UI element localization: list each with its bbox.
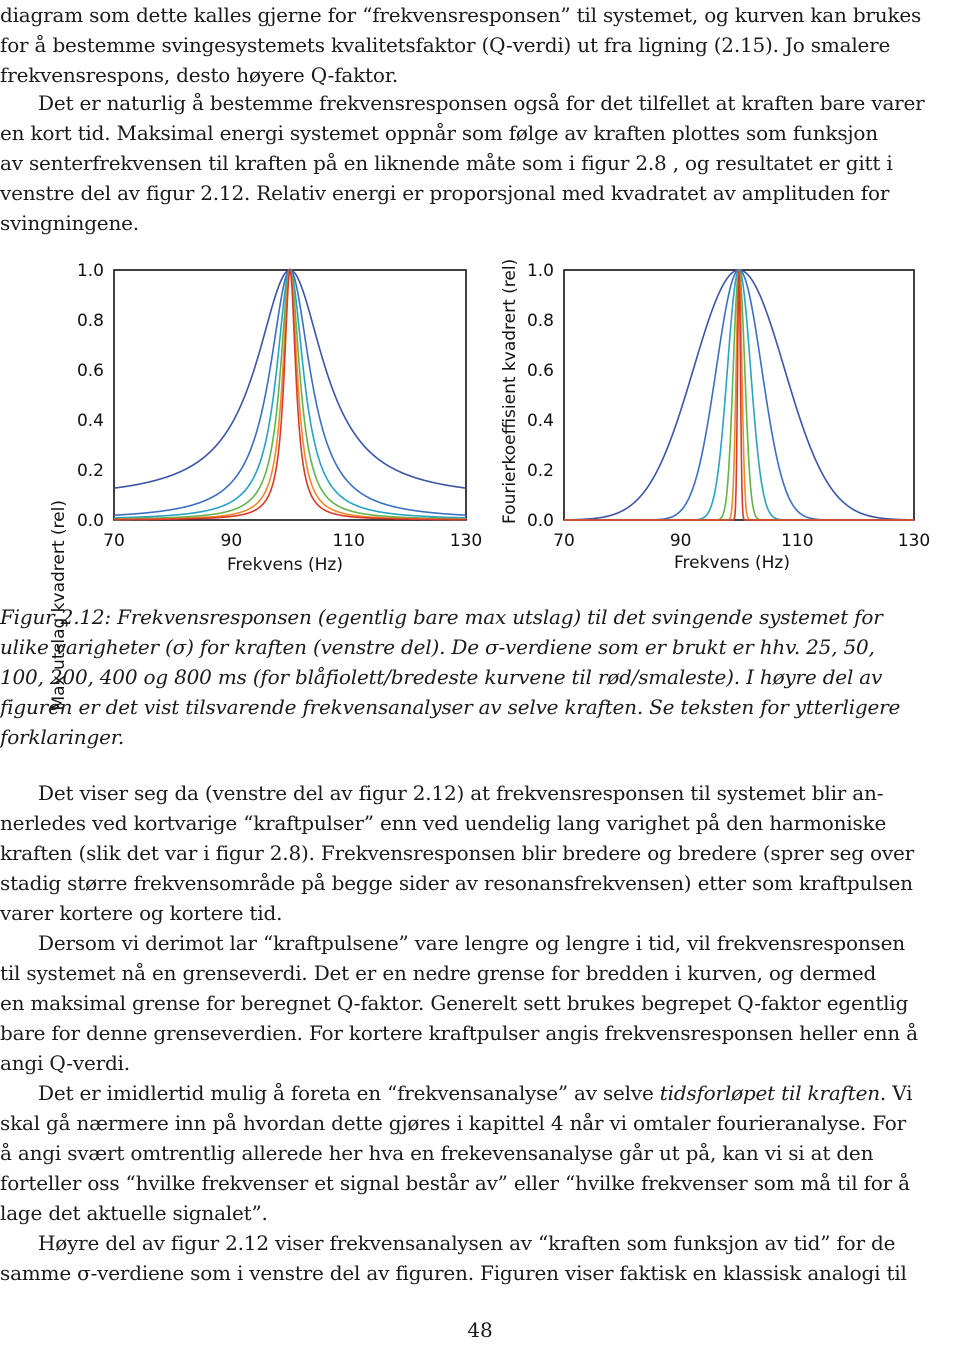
x-tick-label: 110 [781, 531, 814, 551]
y-tick-label: 0.4 [76, 411, 104, 431]
text-line: venstre del av figur 2.12. Relativ energi er proporsjonal med kvadratet av amplituden for [0, 181, 890, 205]
text-line: svingningene. [0, 211, 139, 235]
text-line: varer kortere og kortere tid. [0, 901, 283, 925]
paragraph-right-figure [0, 1228, 958, 1288]
caption-line: figuren er det vist tilsvarende frekvensanalyser av selve kraften. Se teksten for ytterligere [0, 695, 901, 719]
y-axis-label: Fourierkoeffisient kvadrert (rel) [500, 258, 520, 524]
y-tick-label: 0.0 [526, 511, 554, 531]
text-line [0, 1078, 958, 1108]
y-tick-label: 0.6 [76, 361, 104, 381]
y-axis-label: Max utslag kvadrert (rel) [49, 500, 69, 711]
series-line [114, 270, 466, 520]
plot-frame [114, 270, 466, 520]
text-run: . Vi [879, 1081, 913, 1105]
chart-fourier-analysis [480, 248, 960, 588]
text-line: av senterfrekvensen til kraften på en liknende måte som i figur 2.8 , og resultatet er gitt i [0, 151, 893, 175]
text-line: angi Q-verdi. [0, 1051, 130, 1075]
text-line: samme σ-verdiene som i venstre del av figuren. Figuren viser faktisk en klassisk analogi til [0, 1261, 907, 1285]
text-line: å angi svært omtrentlig allerede her hva en frekevensanalyse går ut på, kan vi si at den [0, 1141, 874, 1165]
series-line [114, 270, 466, 518]
text-line: skal gå nærmere inn på hvordan dette gjøres i kapittel 4 når vi omtaler fourieranalyse. For [0, 1111, 906, 1135]
y-tick-label: 0.8 [76, 311, 104, 331]
text-line: Høyre del av figur 2.12 viser frekvensanalysen av “kraften som funksjon av tid” for de [38, 1231, 896, 1255]
caption-line: Figur 2.12: Frekvensresponsen (egentlig bare max utslag) til det svingende systemet for [0, 605, 883, 629]
y-tick-label: 0.2 [76, 461, 104, 481]
x-tick-label: 90 [220, 531, 243, 551]
paragraph-limit [0, 928, 958, 1078]
text-line: en kort tid. Maksimal energi systemet oppnår som følge av kraften plottes som funksjon [0, 121, 878, 145]
page-number: 48 [467, 1318, 493, 1342]
x-tick-label: 90 [669, 531, 692, 551]
x-tick-label: 110 [332, 531, 365, 551]
y-tick-label: 0.8 [526, 311, 554, 331]
series-line [114, 270, 466, 519]
paragraph-energy [0, 88, 958, 238]
text-line: lage det aktuelle signalet”. [0, 1201, 268, 1225]
x-tick-label: 70 [103, 531, 125, 551]
y-tick-label: 0.6 [526, 361, 554, 381]
text-line: til systemet nå en grenseverdi. Det er en nedre grense for bredden i kurven, og dermed [0, 961, 877, 985]
text-line: forteller oss “hvilke frekvenser et signal består av” eller “hvilke frekvenser som må til for å [0, 1171, 910, 1195]
caption-line: forklaringer. [0, 725, 125, 749]
y-tick-label: 1.0 [526, 261, 554, 281]
paragraph-result [0, 778, 958, 928]
text-line: kraften (slik det var i figur 2.8). Frekvensresponsen blir bredere og bredere (sprer seg over [0, 841, 914, 865]
text-line: Det viser seg da (venstre del av figur 2.12) at frekvensresponsen til systemet blir an- [38, 781, 884, 805]
text-line: en maksimal grense for beregnet Q-faktor. Generelt sett brukes begrepet Q-faktor egentlig [0, 991, 909, 1015]
text-line: bare for denne grenseverdien. For kortere kraftpulser angis frekvensresponsen heller enn å [0, 1021, 918, 1045]
x-axis-label: Frekvens (Hz) [227, 555, 343, 575]
x-axis-label: Frekvens (Hz) [674, 553, 790, 573]
series-line [114, 270, 466, 515]
series-line [114, 270, 466, 519]
caption-line: 100, 200, 400 og 800 ms (for blåfiolett/bredeste kurvene til rød/smaleste). I høyre del av [0, 665, 883, 689]
y-tick-label: 0.4 [526, 411, 554, 431]
text-line: stadig større frekvensområde på begge sider av resonansfrekvensen) etter som kraftpulsen [0, 871, 913, 895]
series-line [564, 270, 914, 520]
y-tick-label: 0.0 [76, 511, 104, 531]
text-run: Det er imidlertid mulig å foreta en “frekvensanalyse” av selve [38, 1081, 660, 1105]
series-line [114, 270, 466, 488]
text-line: diagram som dette kalles gjerne for “frekvensresponsen” til systemet, og kurven kan brukes [0, 3, 922, 27]
y-tick-label: 1.0 [76, 261, 104, 281]
y-tick-label: 0.2 [526, 461, 554, 481]
x-tick-label: 130 [449, 531, 483, 551]
text-line: Dersom vi derimot lar “kraftpulsene” vare lengre og lengre i tid, vil frekvensresponsen [38, 931, 905, 955]
text-line: nerledes ved kortvarige “kraftpulser” enn ved uendelig lang varighet på den harmoniske [0, 811, 887, 835]
paragraph-frequency-analysis [0, 1078, 958, 1228]
text-line: frekvensrespons, desto høyere Q-faktor. [0, 63, 399, 87]
text-line: for å bestemme svingesystemets kvalitetsfaktor (Q-verdi) ut fra ligning (2.15). Jo smalere [0, 33, 891, 57]
x-tick-label: 70 [553, 531, 575, 551]
emphasis-text: tidsforløpet til kraften [659, 1081, 880, 1105]
caption-line: ulike varigheter (σ) for kraften (venstre del). De σ-verdiene som er brukt er hhv. 25, 50, [0, 635, 875, 659]
paragraph-intro [0, 0, 958, 90]
x-tick-label: 130 [897, 531, 931, 551]
figure-caption [0, 602, 958, 752]
text-line: Det er naturlig å bestemme frekvensresponsen også for det tilfellet at kraften bare varer [38, 91, 925, 115]
